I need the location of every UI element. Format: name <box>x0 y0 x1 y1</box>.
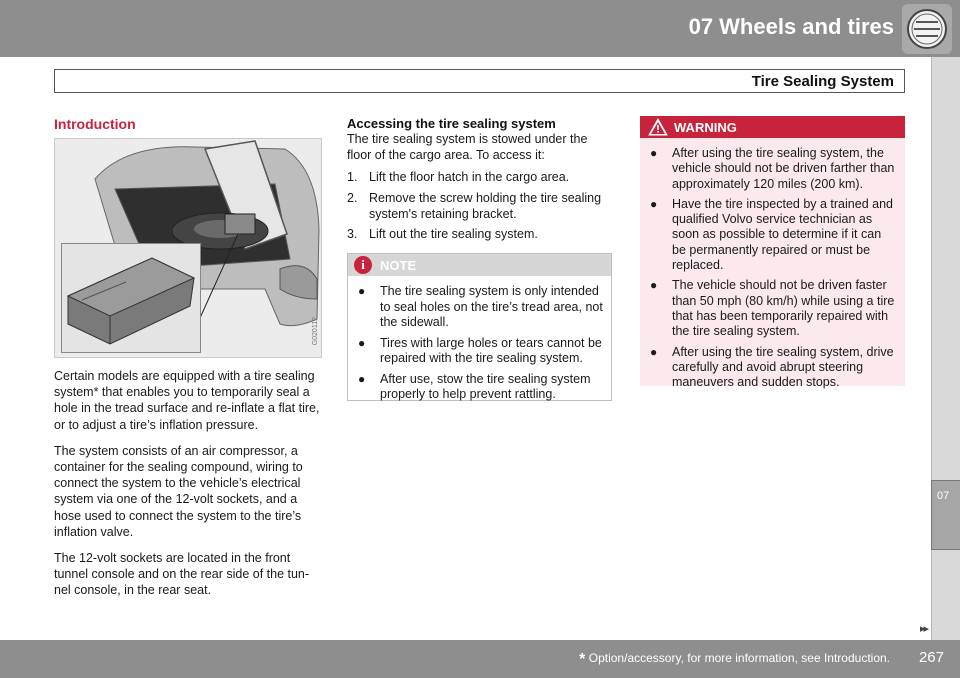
warning-item <box>650 146 897 192</box>
info-icon: i <box>354 256 372 274</box>
note-item <box>358 284 603 331</box>
chapter-tab-label: 07 <box>937 490 950 502</box>
step-number: 1. <box>347 170 358 185</box>
footer-note-text: Option/accessory, for more information, see Introduction. <box>588 651 890 665</box>
introduction-heading: Introduction <box>54 116 136 132</box>
step-item <box>347 190 612 222</box>
intro-paragraph: Certain models are equipped with a tire sealing system* that enables you to temporarily seal a hole in the tread surface and re-inflate a flat tire, or to adjust a tire’s inflation pressure. <box>54 369 320 432</box>
note-list <box>348 276 611 403</box>
warning-item <box>650 278 897 339</box>
intro-paragraph: The 12-volt sockets are located in the front tunnel console and on the rear side of the tun-nel console, in the rear seat. <box>54 551 310 598</box>
warning-label: WARNING <box>674 120 737 135</box>
introduction-column <box>54 116 322 599</box>
note-box <box>347 253 612 401</box>
access-intro: The tire sealing system is stowed under the floor of the cargo area. To access it: <box>347 132 588 163</box>
section-title-bar <box>54 69 905 93</box>
bullet-icon: ● <box>358 335 366 350</box>
section-title: Tire Sealing System <box>751 73 894 90</box>
step-text: Lift out the tire sealing system. <box>369 227 538 242</box>
step-item <box>347 226 612 242</box>
access-column <box>347 116 612 246</box>
note-item <box>358 336 603 367</box>
footer-bar <box>0 640 960 678</box>
warning-item <box>650 345 897 391</box>
footer-note <box>579 651 890 669</box>
note-item-text: Tires with large holes or tears cannot be repaired with the tire sealing system. <box>380 335 602 365</box>
chapter-tab[interactable] <box>931 480 960 550</box>
asterisk-icon: * <box>579 651 586 668</box>
wheel-icon <box>902 4 952 54</box>
bullet-icon: ● <box>358 371 366 386</box>
note-item-text: After use, stow the tire sealing system properly to help prevent rattling. <box>380 371 591 401</box>
bullet-icon: ● <box>650 146 658 160</box>
bullet-icon: ● <box>650 344 658 359</box>
header-bar <box>0 0 960 57</box>
warning-item-text: After using the tire sealing system, drive carefully and avoid abrupt steering maneuvers and sudden stops. <box>672 344 894 390</box>
warning-item-text: Have the tire inspected by a trained and qualified Volvo service technician as soon as possible to determine if it can be permanently repaired or must be replaced. <box>672 196 893 273</box>
step-number: 3. <box>347 227 358 242</box>
step-text: Lift the floor hatch in the cargo area. <box>369 170 570 185</box>
next-page-arrows-icon[interactable]: ▸▸ <box>920 623 928 635</box>
access-steps <box>347 169 612 242</box>
step-text: Remove the screw holding the tire sealing system's retaining bracket. <box>369 190 602 221</box>
side-rail <box>931 57 960 480</box>
note-header <box>348 254 611 276</box>
bullet-icon: ● <box>358 284 366 298</box>
step-number: 2. <box>347 190 358 205</box>
warning-list <box>640 138 905 390</box>
intro-paragraph: The system consists of an air compressor, a container for the sealing compound, wiring to connect the system to the vehicle’s electrical system via one of the 12-volt sockets, and a hose used to connect the system to the tire’s inflation valve. <box>54 443 303 539</box>
warning-header <box>640 116 905 138</box>
note-item-text: The tire sealing system is only intended to seal holes on the tire’s tread area, not the sidewall. <box>380 284 603 329</box>
page-number: 267 <box>918 649 944 666</box>
bullet-icon: ● <box>650 196 658 211</box>
note-item <box>358 372 603 403</box>
tire-sealing-kit-inset <box>61 243 201 353</box>
figure-code: G020112 <box>312 317 319 346</box>
side-rail-lower <box>931 550 960 640</box>
warning-item <box>650 197 897 273</box>
tire-sealing-kit-drawing <box>62 244 200 352</box>
warning-box <box>640 116 905 390</box>
bullet-icon: ● <box>650 278 658 293</box>
note-label: NOTE <box>380 258 417 273</box>
cargo-area-illustration <box>54 138 322 358</box>
warning-item-text: After using the tire sealing system, the vehicle should not be driven farther than approximately 120 miles (200 km). <box>672 146 895 191</box>
step-item <box>347 169 612 185</box>
warning-item-text: The vehicle should not be driven faster than 50 mph (80 km/h) while using a tire that has been temporarily repaired with the tire sealing system. <box>672 278 895 339</box>
warning-triangle-icon <box>648 118 668 136</box>
chapter-title: 07 Wheels and tires <box>688 14 894 39</box>
access-heading: Accessing the tire sealing system <box>347 116 556 131</box>
